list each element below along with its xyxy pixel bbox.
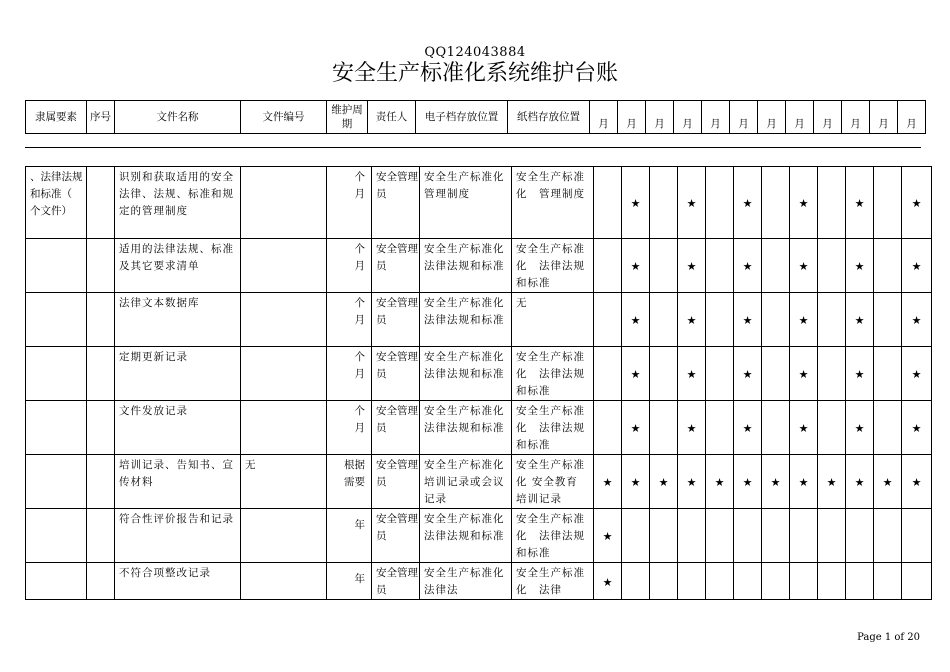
owner-cell: 安全管理员	[372, 401, 420, 455]
p-location-cell: 无	[512, 293, 594, 347]
month-cell-3	[650, 239, 678, 293]
table-row	[26, 455, 932, 509]
element-cell: 、法律法规和标准（ 个文件）	[26, 167, 87, 239]
month-cell-7	[762, 293, 790, 347]
doc-name-cell: 定期更新记录	[115, 347, 241, 401]
month-cell-11	[874, 455, 902, 509]
month-cell-3	[650, 347, 678, 401]
star-icon: ★	[798, 260, 809, 273]
star-icon: ★	[686, 368, 697, 381]
doc-name-cell: 培训记录、告知书、宣传材料	[115, 455, 241, 509]
cycle-unit: 月	[354, 368, 365, 380]
ledger-table	[25, 166, 932, 600]
month-cell-3	[650, 401, 678, 455]
seq-cell	[87, 455, 115, 509]
month-cell-10	[846, 347, 874, 401]
month-cell-2	[622, 167, 650, 239]
star-icon: ★	[826, 476, 837, 489]
month-cell-1	[594, 347, 622, 401]
star-icon: ★	[911, 476, 922, 489]
month-cell-7	[762, 167, 790, 239]
month-cell-1	[594, 509, 622, 563]
star-icon: ★	[686, 422, 697, 435]
month-cell-3	[650, 563, 678, 600]
month-cell-10	[846, 455, 874, 509]
star-icon: ★	[911, 368, 922, 381]
star-icon: ★	[882, 476, 893, 489]
cycle-value: 个	[354, 351, 365, 363]
month-cell-6	[734, 401, 762, 455]
table-row	[26, 509, 932, 563]
star-icon: ★	[602, 530, 613, 543]
p-location-cell: 安全生产标准化 法律法规和标准	[512, 239, 594, 293]
month-cell-2	[622, 509, 650, 563]
month-cell-1	[594, 455, 622, 509]
table-row	[26, 239, 932, 293]
cycle-unit: 月	[354, 422, 365, 434]
month-cell-5	[706, 167, 734, 239]
month-cell-5	[706, 293, 734, 347]
e-location-cell: 安全生产标准化 法律法规和标准	[420, 239, 512, 293]
month-cell-3	[650, 509, 678, 563]
month-cell-1	[594, 563, 622, 600]
cycle-unit: 月	[354, 314, 365, 326]
cycle-unit: 月	[354, 188, 365, 200]
month-cell-1	[594, 239, 622, 293]
month-cell-11	[874, 239, 902, 293]
month-cell-2	[622, 347, 650, 401]
header-e-location: 电子档存放位置	[416, 101, 508, 134]
star-icon: ★	[742, 368, 753, 381]
element-cell	[26, 509, 87, 563]
month-cell-12	[902, 401, 932, 455]
doc-name-cell: 符合性评价报告和记录	[115, 509, 241, 563]
month-cell-8	[790, 509, 818, 563]
month-cell-7	[762, 509, 790, 563]
star-icon: ★	[798, 476, 809, 489]
seq-cell	[87, 563, 115, 600]
owner-cell: 安全管理员	[372, 455, 420, 509]
month-cell-10	[846, 167, 874, 239]
header-p-location: 纸档存放位置	[508, 101, 590, 134]
month-cell-11	[874, 167, 902, 239]
month-cell-3	[650, 293, 678, 347]
month-cell-4	[678, 455, 706, 509]
header-month: 月	[674, 101, 702, 134]
owner-cell: 安全管理员	[372, 239, 420, 293]
star-icon: ★	[854, 314, 865, 327]
e-location-cell: 安全生产标准化 培训记录或会议记录	[420, 455, 512, 509]
month-cell-1	[594, 167, 622, 239]
month-cell-4	[678, 293, 706, 347]
doc-code-cell	[241, 239, 327, 293]
e-location-cell: 安全生产标准化 法律法规和标准	[420, 347, 512, 401]
cycle-unit: 需要	[344, 476, 365, 488]
star-icon: ★	[630, 422, 641, 435]
cycle-cell	[327, 563, 372, 600]
month-cell-8	[790, 401, 818, 455]
star-icon: ★	[602, 476, 613, 489]
doc-name-cell: 适用的法律法规、标准及其它要求清单	[115, 239, 241, 293]
cycle-cell	[327, 347, 372, 401]
month-cell-11	[874, 509, 902, 563]
star-icon: ★	[686, 197, 697, 210]
table-row	[26, 563, 932, 600]
doc-code-cell	[241, 167, 327, 239]
month-cell-8	[790, 167, 818, 239]
month-cell-4	[678, 167, 706, 239]
header-element: 隶属要素	[26, 101, 87, 134]
page-title: 安全生产标准化系统维护台账	[331, 61, 618, 86]
month-cell-3	[650, 167, 678, 239]
month-cell-9	[818, 167, 846, 239]
cycle-cell	[327, 167, 372, 239]
doc-code-cell: 无	[241, 455, 327, 509]
e-location-cell: 安全生产标准化 法律法规和标准	[420, 509, 512, 563]
star-icon: ★	[658, 476, 669, 489]
month-cell-12	[902, 239, 932, 293]
month-cell-6	[734, 293, 762, 347]
month-cell-5	[706, 347, 734, 401]
owner-cell: 安全管理员	[372, 563, 420, 600]
month-cell-10	[846, 509, 874, 563]
doc-code-cell	[241, 401, 327, 455]
month-cell-8	[790, 455, 818, 509]
star-icon: ★	[854, 422, 865, 435]
watermark-text: QQ124043884	[424, 45, 526, 60]
star-icon: ★	[742, 260, 753, 273]
month-cell-9	[818, 293, 846, 347]
p-location-cell: 安全生产标准化 法律	[512, 563, 594, 600]
p-location-cell: 安全生产标准化 法律法规和标准	[512, 401, 594, 455]
header-month: 月	[786, 101, 814, 134]
element-cell	[26, 455, 87, 509]
month-cell-5	[706, 455, 734, 509]
e-location-cell: 安全生产标准化 法律法规和标准	[420, 401, 512, 455]
month-cell-11	[874, 401, 902, 455]
header-month: 月	[814, 101, 842, 134]
month-cell-1	[594, 293, 622, 347]
star-icon: ★	[854, 197, 865, 210]
seq-cell	[87, 293, 115, 347]
month-cell-11	[874, 293, 902, 347]
doc-name-cell: 文件发放记录	[115, 401, 241, 455]
seq-cell	[87, 347, 115, 401]
cycle-unit: 年	[354, 573, 365, 585]
doc-name-cell: 法律文本数据库	[115, 293, 241, 347]
star-icon: ★	[630, 476, 641, 489]
month-cell-10	[846, 239, 874, 293]
month-cell-4	[678, 347, 706, 401]
month-cell-2	[622, 455, 650, 509]
month-cell-12	[902, 167, 932, 239]
month-cell-12	[902, 455, 932, 509]
page-number: Page 1 of 20	[857, 632, 920, 643]
cycle-cell	[327, 401, 372, 455]
month-cell-6	[734, 563, 762, 600]
month-cell-6	[734, 347, 762, 401]
month-cell-7	[762, 563, 790, 600]
month-cell-4	[678, 239, 706, 293]
doc-code-cell	[241, 563, 327, 600]
star-icon: ★	[911, 197, 922, 210]
star-icon: ★	[798, 368, 809, 381]
seq-cell	[87, 401, 115, 455]
cycle-cell	[327, 239, 372, 293]
month-cell-10	[846, 293, 874, 347]
star-icon: ★	[854, 368, 865, 381]
header-doc-code: 文件编号	[241, 101, 327, 134]
star-icon: ★	[714, 476, 725, 489]
month-cell-12	[902, 509, 932, 563]
star-icon: ★	[742, 197, 753, 210]
p-location-cell: 安全生产标准化 管理制度	[512, 167, 594, 239]
table-row	[26, 347, 932, 401]
month-cell-11	[874, 563, 902, 600]
owner-cell: 安全管理员	[372, 293, 420, 347]
month-cell-1	[594, 401, 622, 455]
month-cell-5	[706, 239, 734, 293]
table-row	[26, 167, 932, 239]
owner-cell: 安全管理员	[372, 509, 420, 563]
doc-code-cell	[241, 347, 327, 401]
month-cell-8	[790, 239, 818, 293]
cycle-cell	[327, 293, 372, 347]
month-cell-8	[790, 347, 818, 401]
month-cell-10	[846, 401, 874, 455]
month-cell-8	[790, 293, 818, 347]
month-cell-7	[762, 239, 790, 293]
star-icon: ★	[630, 368, 641, 381]
owner-cell: 安全管理员	[372, 167, 420, 239]
cycle-value: 个	[354, 405, 365, 417]
month-cell-10	[846, 563, 874, 600]
cycle-unit: 年	[354, 519, 365, 531]
cycle-value: 个	[354, 243, 365, 255]
month-cell-6	[734, 167, 762, 239]
header-table	[25, 100, 926, 134]
month-cell-2	[622, 293, 650, 347]
month-cell-12	[902, 347, 932, 401]
month-cell-9	[818, 239, 846, 293]
star-icon: ★	[742, 422, 753, 435]
element-cell	[26, 293, 87, 347]
p-location-cell: 安全生产标准化 法律法规和标准	[512, 347, 594, 401]
star-icon: ★	[770, 476, 781, 489]
header-month: 月	[730, 101, 758, 134]
element-cell	[26, 401, 87, 455]
e-location-cell: 安全生产标准化 法律法	[420, 563, 512, 600]
star-icon: ★	[911, 314, 922, 327]
month-cell-5	[706, 401, 734, 455]
table-row	[26, 401, 932, 455]
star-icon: ★	[854, 476, 865, 489]
header-month: 月	[702, 101, 730, 134]
e-location-cell: 安全生产标准化 法律法规和标准	[420, 293, 512, 347]
month-cell-7	[762, 455, 790, 509]
header-doc-name: 文件名称	[115, 101, 241, 134]
star-icon: ★	[630, 314, 641, 327]
star-icon: ★	[630, 197, 641, 210]
month-cell-9	[818, 347, 846, 401]
e-location-cell: 安全生产标准化 管理制度	[420, 167, 512, 239]
header-owner: 责任人	[368, 101, 416, 134]
header-month: 月	[758, 101, 786, 134]
p-location-cell: 安全生产标准化 法律法规和标准	[512, 509, 594, 563]
month-cell-7	[762, 401, 790, 455]
star-icon: ★	[686, 476, 697, 489]
star-icon: ★	[686, 260, 697, 273]
star-icon: ★	[742, 476, 753, 489]
month-cell-2	[622, 401, 650, 455]
month-cell-8	[790, 563, 818, 600]
month-cell-2	[622, 239, 650, 293]
seq-cell	[87, 509, 115, 563]
month-cell-11	[874, 347, 902, 401]
month-cell-5	[706, 563, 734, 600]
cycle-value: 个	[354, 171, 365, 183]
element-cell	[26, 347, 87, 401]
month-cell-6	[734, 509, 762, 563]
month-cell-6	[734, 239, 762, 293]
star-icon: ★	[742, 314, 753, 327]
month-cell-6	[734, 455, 762, 509]
element-cell	[26, 563, 87, 600]
cycle-cell	[327, 509, 372, 563]
star-icon: ★	[686, 314, 697, 327]
month-cell-9	[818, 401, 846, 455]
star-icon: ★	[911, 260, 922, 273]
cycle-value: 根据	[344, 459, 365, 471]
month-cell-4	[678, 509, 706, 563]
month-cell-2	[622, 563, 650, 600]
star-icon: ★	[911, 422, 922, 435]
doc-code-cell	[241, 293, 327, 347]
doc-code-cell	[241, 509, 327, 563]
month-cell-9	[818, 509, 846, 563]
header-month: 月	[590, 101, 618, 134]
header-no: 序号	[87, 101, 115, 134]
cycle-cell	[327, 455, 372, 509]
month-cell-9	[818, 563, 846, 600]
star-icon: ★	[602, 575, 613, 589]
doc-name-cell: 识别和获取适用的安全法律、法规、标准和规定的管理制度	[115, 167, 241, 239]
element-cell	[26, 239, 87, 293]
header-month: 月	[618, 101, 646, 134]
seq-cell	[87, 239, 115, 293]
month-cell-12	[902, 563, 932, 600]
owner-cell: 安全管理员	[372, 347, 420, 401]
month-cell-7	[762, 347, 790, 401]
month-cell-9	[818, 455, 846, 509]
header-month: 月	[842, 101, 870, 134]
month-cell-4	[678, 563, 706, 600]
cycle-unit: 月	[354, 260, 365, 272]
month-cell-12	[902, 293, 932, 347]
doc-name-cell: 不符合项整改记录	[115, 563, 241, 600]
header-month: 月	[646, 101, 674, 134]
table-row	[26, 293, 932, 347]
cycle-value: 个	[354, 297, 365, 309]
star-icon: ★	[854, 260, 865, 273]
star-icon: ★	[630, 260, 641, 273]
star-icon: ★	[798, 197, 809, 210]
month-cell-4	[678, 401, 706, 455]
month-cell-5	[706, 509, 734, 563]
header-separator	[25, 147, 921, 148]
p-location-cell: 安全生产标准化 安全教育培训记录	[512, 455, 594, 509]
star-icon: ★	[798, 314, 809, 327]
seq-cell	[87, 167, 115, 239]
star-icon: ★	[798, 422, 809, 435]
month-cell-3	[650, 455, 678, 509]
header-cycle: 维护周期	[327, 101, 368, 134]
header-month: 月	[898, 101, 926, 134]
header-month: 月	[870, 101, 898, 134]
